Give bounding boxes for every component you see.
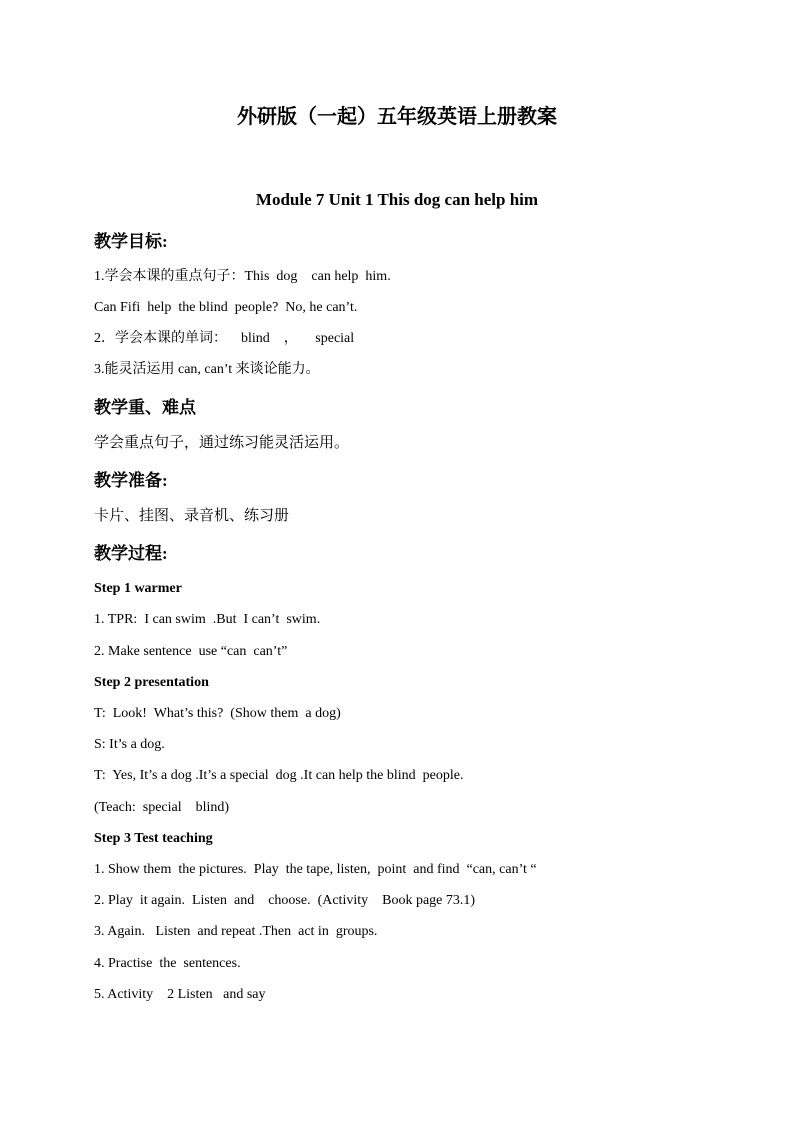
- section-heading-preparation: 教学准备:: [94, 471, 168, 490]
- step-line: 2. Play it again. Listen and choose. (Activity Book page 73.1): [94, 893, 476, 908]
- preparation-line: 卡片、挂图、录音机、练习册: [94, 508, 290, 524]
- section-heading-process: 教学过程:: [94, 544, 168, 563]
- step-line: 5. Activity 2 Listen and say: [94, 987, 266, 1002]
- step-line: T: Look! What’s this? (Show them a dog): [94, 706, 341, 721]
- objective-line: 1.学会本课的重点句子：This dog can help him.: [94, 269, 391, 284]
- section-heading-objectives: 教学目标:: [94, 232, 168, 251]
- step-title: Step 1 warmer: [94, 581, 182, 596]
- step-line: 4. Practise the sentences.: [94, 956, 241, 971]
- section-heading-key-points: 教学重、难点: [94, 398, 196, 417]
- step-line: T: Yes, It’s a dog .It’s a special dog .It can help the blind people.: [94, 768, 464, 783]
- objective-line: 3.能灵活运用 can, can’t 来谈论能力。: [94, 362, 320, 377]
- key-points-line: 学会重点句子，通过练习能灵活运用。: [94, 435, 350, 451]
- step-line: 1. Show them the pictures. Play the tape, listen, point and find “can, can’t “: [94, 862, 537, 877]
- document-title: 外研版（一起）五年级英语上册教案: [237, 106, 557, 128]
- step-title: Step 2 presentation: [94, 675, 209, 690]
- step-line: 2. Make sentence use “can can’t”: [94, 644, 288, 659]
- objective-line: Can Fifi help the blind people? No, he can’t.: [94, 300, 358, 315]
- step-line: 3. Again. Listen and repeat .Then act in groups.: [94, 924, 378, 939]
- step-line: (Teach: special blind): [94, 800, 230, 815]
- step-line: 1. TPR: I can swim .But I can’t swim.: [94, 612, 321, 627]
- objective-line: 2．学会本课的单词： blind ， special: [94, 331, 355, 346]
- document-subtitle: Module 7 Unit 1 This dog can help him: [255, 190, 539, 209]
- step-title: Step 3 Test teaching: [94, 831, 213, 846]
- step-line: S: It’s a dog.: [94, 737, 165, 752]
